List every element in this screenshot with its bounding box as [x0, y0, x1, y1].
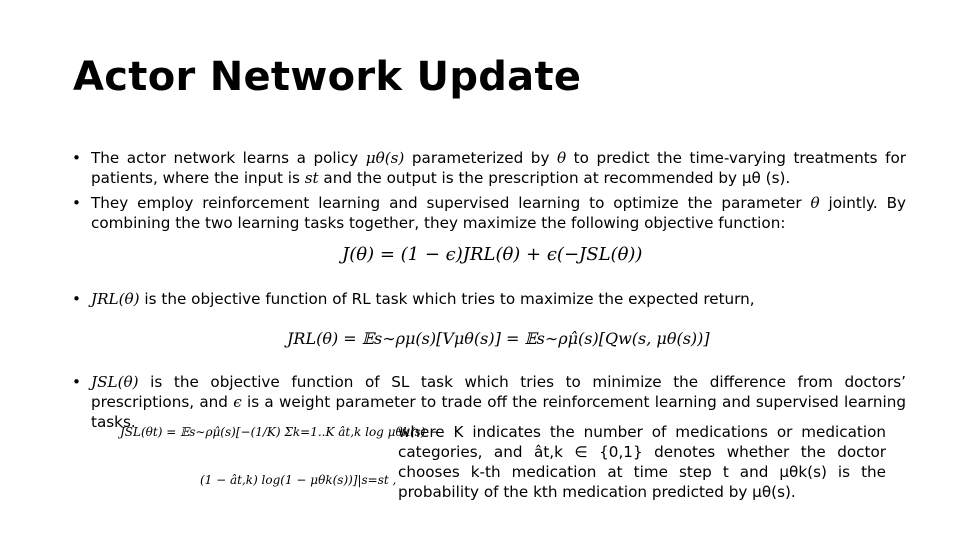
bullet-4-mid: is the objective function of SL task which tries to minimize the difference from doctors’ prescriptions, and [91, 373, 906, 411]
slide-title: Actor Network Update [73, 54, 582, 100]
state-math: st [304, 169, 319, 187]
bullet-3-post: is the objective function of RL task which tries to maximize the expected return, [139, 290, 755, 308]
bullet-1-pre: The actor network learns a policy [91, 149, 366, 167]
jsl-math: JSL(θ) [91, 373, 139, 391]
objective-equation: J(θ) = (1 − ϵ)JRL(θ) + ϵ(−JSL(θ)) [342, 244, 643, 265]
theta-math-2: θ [810, 194, 820, 212]
bullet-joint-optimization [72, 193, 906, 233]
sl-equation-line-1: JSL(θt) = 𝔼s∼ρμ̂(s)[−(1/K) Σk=1..K ât,k log μθk(s) − [120, 425, 440, 439]
jrl-math: JRL(θ) [91, 290, 140, 308]
policy-math: μθ(s) [365, 149, 405, 167]
epsilon-math: ϵ [233, 393, 242, 411]
bullet-rl-objective [72, 289, 906, 309]
bullet-2-post: jointly. By combining the two learning tasks together, they maximize the following objective function: [91, 194, 907, 232]
bullet-1-post2: and the output is the prescription at recommended by μθ (s). [318, 169, 791, 187]
bullet-1-post: to predict the time-varying treatments for patients, where the input is [91, 149, 906, 187]
rl-equation: JRL(θ) = 𝔼s∼ρμ(s)[Vμθ(s)] = 𝔼s∼ρμ̂(s)[Qw(s, μθ(s))] [287, 329, 710, 348]
sl-explanation: where K indicates the number of medications or medication categories, and ât,k ∈ {0,1} denotes whether the doctor chooses k-th medication at time step t and μθk(s) is the probability of the kth medication predicted by μθ(s). [398, 423, 886, 501]
bullet-4-post: is a weight parameter to trade off the reinforcement learning and supervised learning tasks. [91, 393, 906, 431]
bullet-2-pre: They employ reinforcement learning and supervised learning to optimize the parameter [91, 194, 811, 212]
sl-equation [120, 423, 439, 489]
sl-equation-line-2: (1 − ât,k) log(1 − μθk(s))]|s=st , [200, 473, 397, 487]
bullet-1-mid: parameterized by [404, 149, 557, 167]
theta-math: θ [556, 149, 567, 167]
bullet-actor-policy [72, 148, 906, 188]
